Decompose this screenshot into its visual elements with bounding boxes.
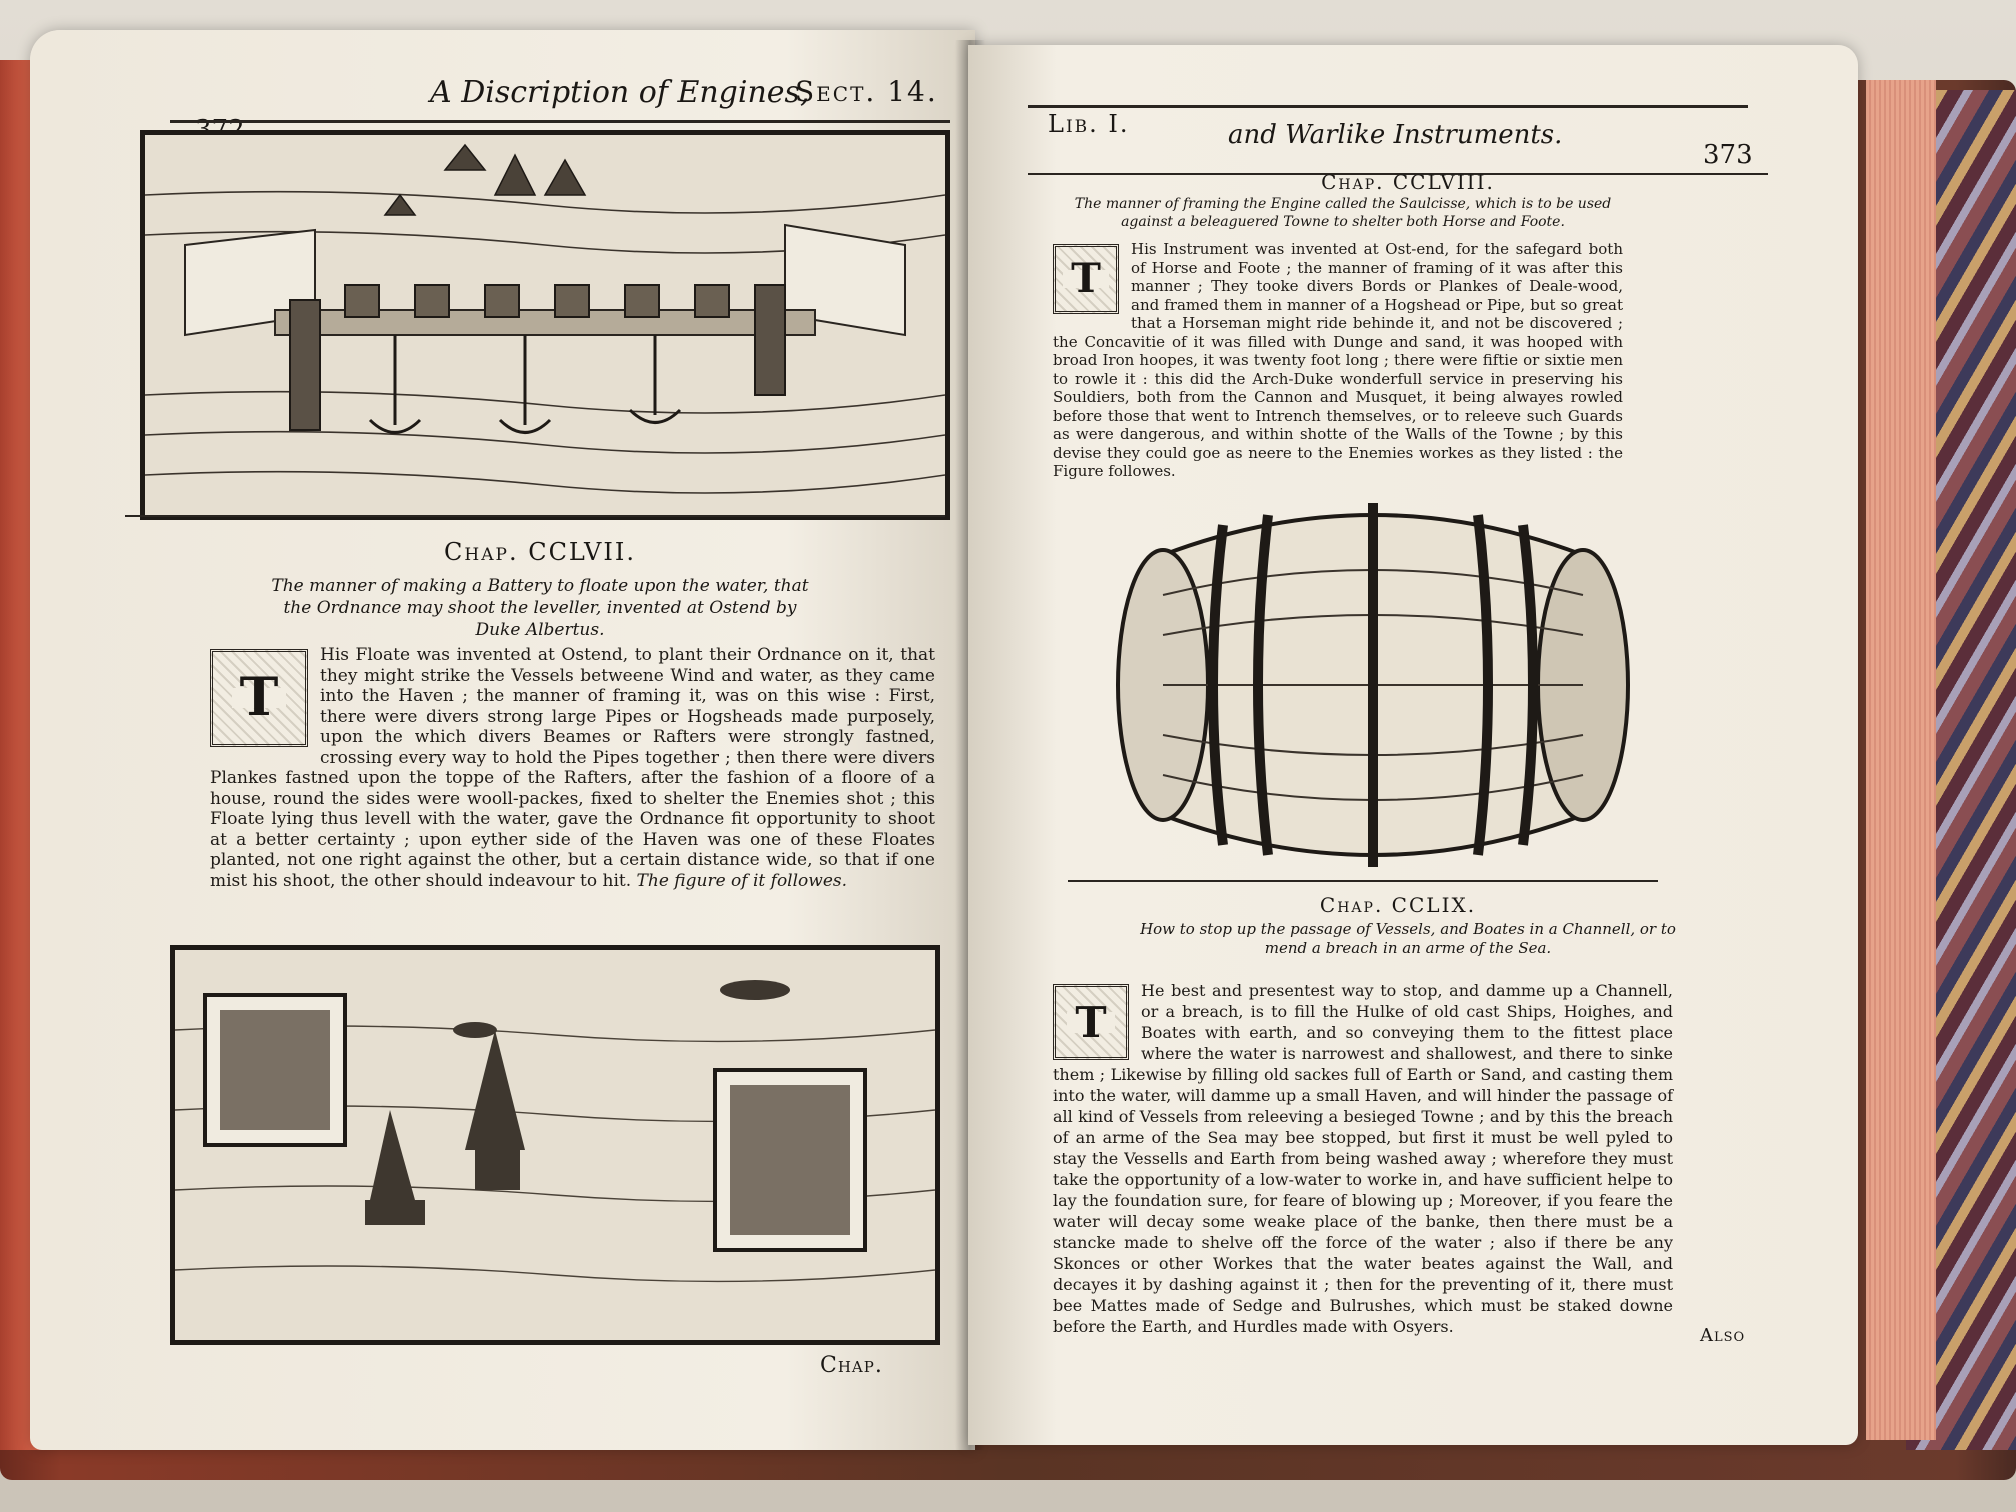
dropcap-t-259: T [1053,984,1129,1060]
chapter-257-heading: Chap. CCLVII. [444,538,636,566]
chapter-257-text: His Floate was invented at Ostend, to plant their Ordnance on it, that they might strike the Vessels betweene Wind and water, as they came into the Haven ; the manner of framing it, was on this wise : First, there were divers strong large Pipes or Hogsheads made purposely, upon the which divers Beames or Rafters were strongly fastned, crossing every way to hold the Pipes together ; then there were divers Plankes fastned upon the toppe of the Rafters, after the fashion of a floore of a house, round the sides were wooll-packes, fixed to shelter the Enemies shot ; this Floate lying thus levell with the water, gave the Ordnance fit opportunity to shoot at a better certainty ; upon eyther side of the Haven was one of these Floates planted, not one right against the other, but a certain distance wide, so that if one mist his shoot, the other should indeavour to hit. [210,645,935,891]
dropcap-t: T [210,649,308,747]
page-edges-right [1866,80,1936,1440]
right-mid-rule [1068,880,1658,882]
right-catchword: Also [1700,1325,1746,1346]
haven-floats-woodcut [170,945,940,1345]
saulcisse-barrel-woodcut [1093,485,1653,885]
left-header-rule [170,120,950,123]
figure-note: The figure of it followes. [636,870,848,891]
right-running-title: and Warlike Instruments. [1228,120,1563,150]
right-header-rule-top [1028,105,1748,108]
chapter-259-body [1053,980,1673,1337]
floating-battery-woodcut [140,130,950,520]
left-plate-rule [125,515,945,517]
left-section: Sect. 14. [795,75,938,108]
left-page [30,30,975,1450]
dropcap-t-258: T [1053,244,1119,314]
chapter-258-subtitle: The manner of framing the Engine called the Saulcisse, which is to be used against a beleaguered Towne to shelter both Horse and Foote. [1074,196,1612,230]
chapter-259-subtitle: How to stop up the passage of Vessels, and Boates in a Channell, or to mend a breach in an arme of the Sea. [1140,920,1676,957]
chapter-258-body [1053,240,1623,481]
chapter-259-heading: Chap. CCLIX. [1319,893,1477,917]
right-page-number: 373 [1703,140,1753,170]
chapter-258-heading: Chap. CCLVIII. [1321,170,1495,194]
right-page [968,45,1858,1445]
chapter-259-text: He best and presentest way to stop, and damme up a Channell, or a breach, is to fill the Hulke of old cast Ships, Hoighes, and Boates with earth, and so conveying them to the fittest place where the water is narrowest and shallowest, and there to sinke them ; Likewise by filling old sackes full of Earth or Sand, and casting them into the water, will damme up a small Haven, and will hinder the passage of all kind of Vessels from releeving a besieged Towne ; and by this the breach of an arme of the Sea may bee stopped, but first it must be well pyled to stay the Vessells and Earth from being washed away ; wherefore they must take the opportunity of a low-water to worke in, and have sufficient helpe to lay the foundation sure, for feare of blowing up ; Moreover, if you feare the water will decay some weake place of the banke, then there must be a stancke made to shelve off the force of the water ; also if there be any Skonces or other Workes that the water beates against the Wall, and decayes it by dashing against it ; then for the preventing of it, there must bee Mattes made of Sedge and Bulrushes, which must be staked downe before the Earth, and Hurdles made with Osyers. [1053,981,1673,1336]
chapter-258-text: His Instrument was invented at Ost-end, for the safegard both of Horse and Foote ; the manner of framing of it was after this manner ; They tooke divers Bords or Plankes of Deale-wood, and framed them in manner of a Hogshead or Pipe, but so great that a Horseman might ride behinde it, and not be discovered ; the Concavitie of it was filled with Dunge and sand, it was hooped with broad Iron hoopes, it was twenty foot long ; there were fiftie or sixtie men to rowle it : this did the Arch-Duke wonderfull service in preserving his Souldiers, both from the Cannon and Musquet, it being alwayes rowled before those that went to Intrench themselves, or to releeve such Guards as were dangerous, and within shotte of the Walls of the Towne ; by this devise they could goe as neere to the Enemies workes as they listed : the Figure followes. [1053,240,1623,480]
right-lib: Lib. I. [1048,110,1130,138]
chapter-257-subtitle: The manner of making a Battery to floate upon the water, that the Ordnance may shoot the leveller, invented at Ostend by Duke Albertus. [271,576,809,640]
left-catchword: Chap. [820,1353,883,1378]
left-running-title: A Discription of Engines, [430,75,810,110]
chapter-257-body [210,645,935,891]
